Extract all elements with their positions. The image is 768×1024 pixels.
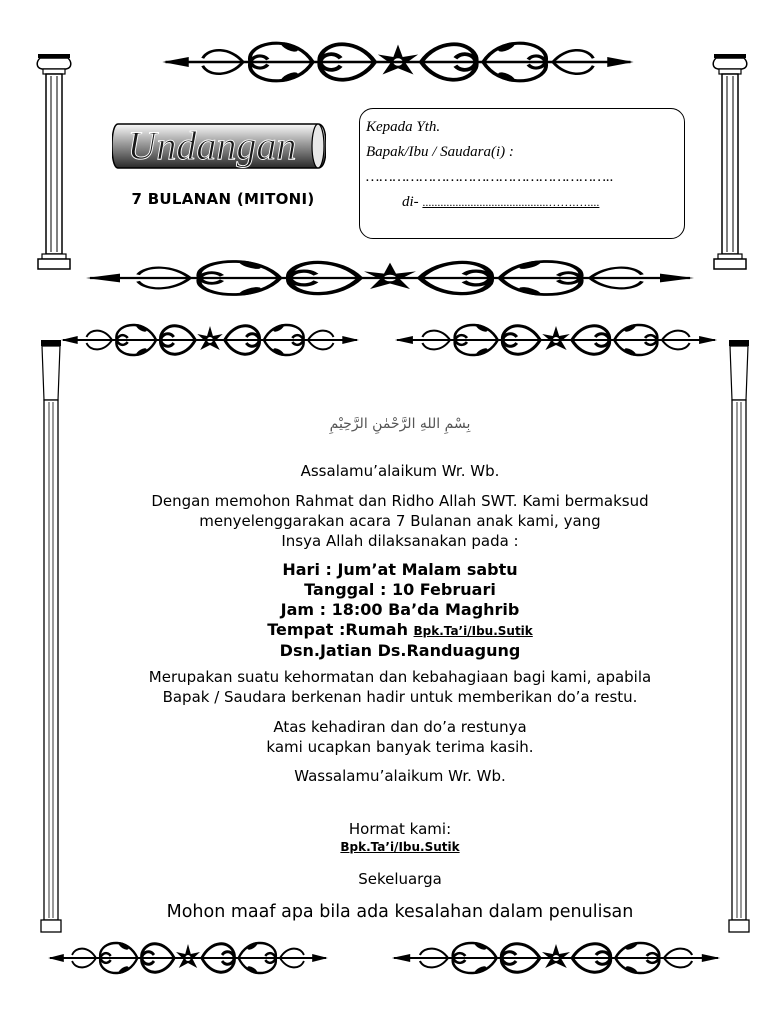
tempat-label: Tempat :Rumah <box>267 620 414 639</box>
signer-name-text: Bpk.Ta’i/Ibu.Sutik <box>340 840 460 854</box>
hormat-kami: Hormat kami: <box>348 820 452 838</box>
greeting: Assalamu’alaikum Wr. Wb. <box>300 462 500 480</box>
detail-tanggal: Tanggal : 10 Februari <box>304 580 496 599</box>
addr-di-line <box>366 190 684 215</box>
intro-paragraph <box>70 491 730 551</box>
event-details <box>70 560 730 661</box>
left-pillar-bottom <box>38 340 64 940</box>
title-text: Undangan <box>127 123 297 168</box>
thanks-line-1: Atas kehadiran dan do’a restunya <box>273 718 527 736</box>
addr-di-dots: ..........................................…….….... <box>422 195 600 209</box>
bismillah-calligraphy: بِسْمِ اللهِ الرَّحْمٰنِ الرَّحِيْمِ <box>329 416 471 432</box>
addr-kepada: Kepada Yth. <box>366 119 441 135</box>
detail-hari: Hari : Jum’at Malam sabtu <box>282 560 518 579</box>
signer-name <box>70 836 730 857</box>
right-pillar-top <box>712 54 748 272</box>
thanks-paragraph <box>70 717 730 757</box>
intro-line-1: Dengan memohon Rahmat dan Ridho Allah SWT. Kami bermaksud <box>151 492 649 510</box>
detail-jam: Jam : 18:00 Ba’da Maghrib <box>280 600 520 619</box>
farewell: Wassalamu’alaikum Wr. Wb. <box>294 767 506 785</box>
event-subtitle: 7 BULANAN (MITONI) <box>131 190 315 208</box>
honor-paragraph <box>70 667 730 707</box>
addr-dots-line: ……………………………………………….. <box>366 169 614 185</box>
apology-note: Mohon maaf apa bila ada kesalahan dalam penulisan <box>166 902 634 922</box>
address-box <box>359 108 685 239</box>
sekeluarga: Sekeluarga <box>358 870 442 888</box>
addr-di-label: di- <box>402 194 419 210</box>
thanks-line-2: kami ucapkan banyak terima kasih. <box>266 738 534 756</box>
detail-alamat: Dsn.Jatian Ds.Randuagung <box>279 641 521 660</box>
honor-line-2: Bapak / Saudara berkenan hadir untuk memberikan do’a restu. <box>162 688 638 706</box>
detail-tempat <box>70 620 730 641</box>
title-banner <box>112 122 326 170</box>
honor-line-1: Merupakan suatu kehormatan dan kebahagiaan bagi kami, apabila <box>148 668 652 686</box>
intro-line-2: menyelenggarakan acara 7 Bulanan anak kami, yang <box>199 512 601 530</box>
left-pillar-top <box>36 54 72 272</box>
tempat-host-name: Bpk.Ta’i/Ibu.Sutik <box>413 624 533 638</box>
intro-line-3: Insya Allah dilaksanakan pada : <box>281 532 519 550</box>
addr-bapak-ibu: Bapak/Ibu / Saudara(i) : <box>366 144 514 160</box>
